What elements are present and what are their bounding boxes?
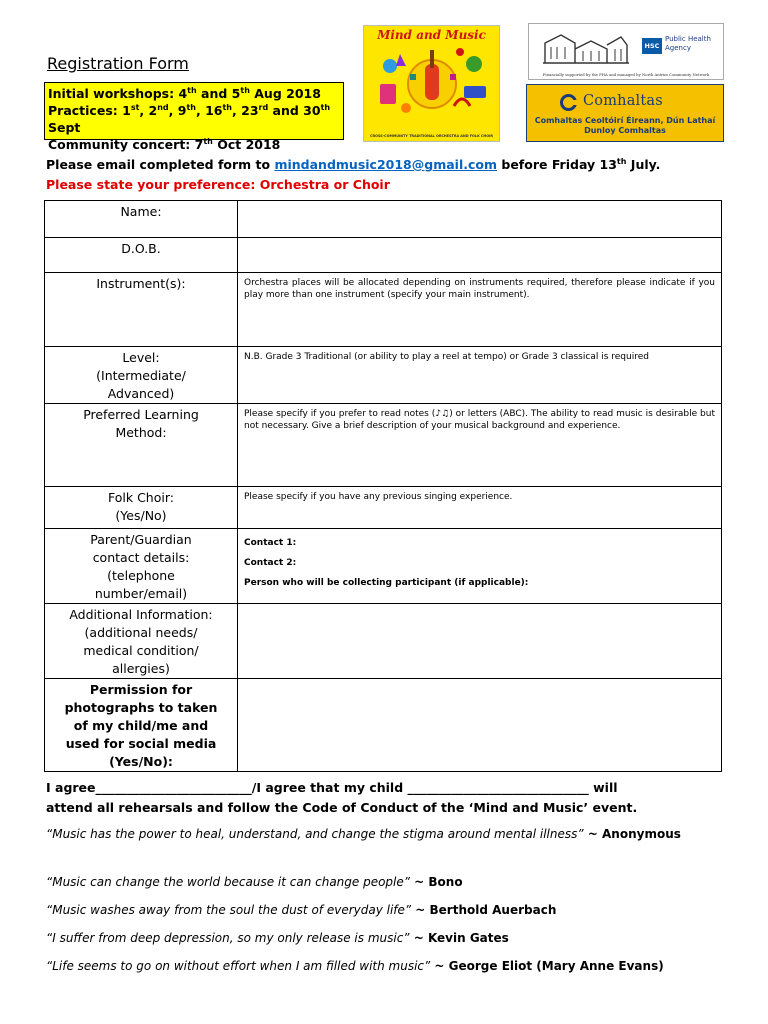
quote-3: “Music washes away from the soul the dust of everyday life” ~ Berthold Auerbach	[46, 903, 557, 917]
label-parent: Parent/Guardian contact details: (telephone number/email)	[45, 529, 238, 604]
building-sketch-icon	[541, 27, 631, 67]
row-additional	[45, 604, 722, 679]
hsc-badge: HSC	[642, 38, 662, 54]
instruments-field[interactable]: Orchestra places will be allocated depending on instruments required, therefore please indicate if you play more than one instrument (specify your main instrument).	[238, 273, 722, 347]
label-dob: D.O.B.	[45, 238, 238, 273]
label-learning: Preferred Learning Method:	[45, 404, 238, 487]
additional-field[interactable]	[238, 604, 722, 679]
label-level: Level: (Intermediate/ Advanced)	[45, 347, 238, 404]
label-additional: Additional Information: (additional needs/ medical condition/ allergies)	[45, 604, 238, 679]
practice-dates: Practices: 1st, 2nd, 9th, 16th, 23rd and 30th Sept	[48, 102, 331, 135]
email-link[interactable]: mindandmusic2018@gmail.com	[274, 157, 498, 173]
dob-field[interactable]	[238, 238, 722, 273]
row-parent	[45, 529, 722, 604]
label-choir: Folk Choir: (Yes/No)	[45, 487, 238, 529]
agreement-statement	[46, 778, 726, 818]
agency-name: Public Health Agency	[665, 35, 711, 52]
registration-table	[44, 200, 722, 772]
row-dob	[45, 238, 722, 273]
logo-subtitle: CROSS-COMMUNITY TRADITIONAL ORCHESTRA AND FOLK CHOIR	[370, 133, 493, 138]
concert-date: Community concert: 7th Oct 2018	[48, 136, 281, 152]
quote-1: “Music has the power to heal, understand, and change the stigma around mental illness” ~ Anonymous	[46, 827, 681, 841]
comhaltas-logo	[526, 84, 724, 142]
row-choir	[45, 487, 722, 529]
quote-4: “I suffer from deep depression, so my only release is music” ~ Kevin Gates	[46, 931, 509, 945]
collector-label: Person who will be collecting participant (if applicable):	[244, 578, 529, 588]
event-dates-box	[44, 82, 344, 152]
choir-field[interactable]: Please specify if you have any previous singing experience.	[238, 487, 722, 529]
mind-and-music-logo	[363, 25, 500, 142]
permission-field[interactable]	[238, 679, 722, 772]
agreement-text: attend all rehearsals and follow the Code of Conduct of the ‘Mind and Music’ event.	[46, 800, 638, 815]
page-title: Registration Form	[47, 54, 189, 73]
contact-2-label: Contact 2:	[244, 558, 297, 568]
label-name: Name:	[45, 201, 238, 238]
level-field[interactable]: N.B. Grade 3 Traditional (or ability to play a reel at tempo) or Grade 3 classical is required	[238, 347, 722, 404]
logo-title: Mind and Music	[377, 28, 486, 42]
contact-1-label: Contact 1:	[244, 538, 297, 548]
name-field[interactable]	[238, 201, 722, 238]
instruments-collage-icon	[370, 44, 495, 122]
quote-2: “Music can change the world because it can change people” ~ Bono	[46, 875, 463, 889]
agreement-signature-line[interactable]: I agree_________________________/I agree that my child _____________________________ will	[46, 780, 618, 795]
email-instruction: Please email completed form to mindandmusic2018@gmail.com before Friday 13th July.	[46, 157, 661, 173]
row-name	[45, 201, 722, 238]
learning-field[interactable]: Please specify if you prefer to read notes (♪♫) or letters (ABC). The ability to read music is desirable but not necessary. Give a brief description of your musical background and experience.	[238, 404, 722, 487]
row-level	[45, 347, 722, 404]
quote-5: “Life seems to go on without effort when I am filled with music” ~ George Eliot (Mary Anne Evans)	[46, 959, 664, 973]
row-permission	[45, 679, 722, 772]
parent-field[interactable]	[238, 529, 722, 604]
row-learning	[45, 404, 722, 487]
preference-instruction: Please state your preference: Orchestra or Choir	[46, 177, 390, 192]
funding-note: Financially supported by the PHA and managed by North Antrim Community Network	[542, 72, 710, 77]
row-instruments	[45, 273, 722, 347]
comhaltas-ring-icon	[560, 94, 577, 111]
hsc-pha-logo	[528, 23, 724, 80]
comhaltas-name: Comhaltas	[583, 93, 663, 109]
label-instruments: Instrument(s):	[45, 273, 238, 347]
label-permission: Permission for photographs to taken of my child/me and used for social media (Yes/No):	[45, 679, 238, 772]
workshop-dates: Initial workshops: 4th and 5th Aug 2018	[48, 85, 321, 101]
comhaltas-branch: Comhaltas Ceoltóirí Éireann, Dún Lathaí Dunloy Comhaltas	[534, 116, 716, 135]
